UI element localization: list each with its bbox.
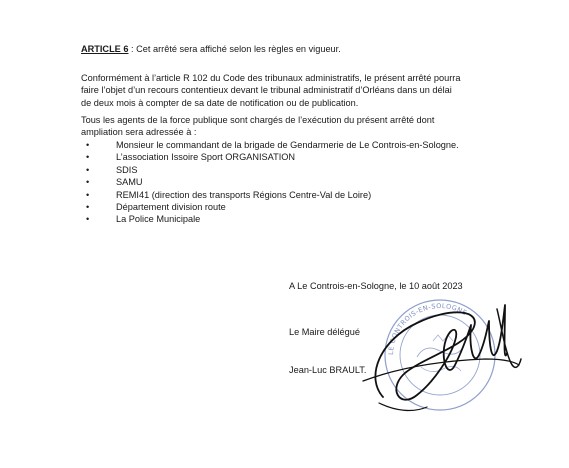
recipient-text: SDIS [116, 164, 138, 175]
bullet-icon: • [86, 214, 90, 225]
recipients-list [81, 139, 459, 226]
list-item [81, 139, 459, 151]
ampliation-paragraph [81, 114, 499, 139]
bullet-icon: • [86, 202, 90, 213]
ampliation-line: Tous les agents de la force publique sont chargés de l’exécution du présent arrêté dont [81, 115, 435, 125]
recipient-text: REMI41 (direction des transports Régions Centre-Val de Loire) [116, 189, 372, 200]
recipient-text: Monsieur le commandant de la brigade de Gendarmerie de Le Controis-en-Sologne. [116, 140, 459, 150]
seal-ring-text [387, 302, 469, 355]
recipient-text: Département division route [116, 202, 226, 213]
bullet-icon: • [86, 140, 90, 150]
list-item [81, 176, 459, 188]
recipient-text: SAMU [116, 177, 143, 188]
list-item [81, 201, 459, 213]
signature-and-seal [355, 285, 525, 425]
recours-paragraph [81, 72, 499, 109]
bullet-icon: • [86, 152, 90, 163]
signer-name: Jean-Luc BRAULT. [289, 365, 367, 375]
recipient-text: L’association Issoire Sport ORGANISATION [116, 152, 296, 163]
seal-ring-textpath: LE CONTROIS-EN-SOLOGNE [386, 301, 469, 356]
article-text: : Cet arrêté sera affiché selon les règles en vigueur. [128, 44, 341, 54]
signer-title: Le Maire délégué [289, 327, 360, 337]
list-item [81, 151, 459, 163]
recours-line: de deux mois à compter de sa date de notification ou de publication. [81, 97, 359, 108]
recours-line: Conformément à l’article R 102 du Code des tribunaux administratifs, le présent arrêté pourra [81, 73, 461, 83]
bullet-icon: • [86, 189, 90, 200]
place-and-date: A Le Controis-en-Sologne, le 10 août 2023 [289, 281, 463, 291]
ampliation-line: ampliation sera adressée à : [81, 127, 197, 138]
recipient-text: La Police Municipale [116, 214, 201, 225]
list-item [81, 164, 459, 176]
article-label: ARTICLE 6 [81, 44, 129, 54]
bullet-icon: • [86, 164, 90, 175]
bullet-icon: • [86, 177, 90, 188]
list-item [81, 189, 459, 201]
recours-line: faire l’objet d’un recours contentieux devant le tribunal administratif d’Orléans dans un délai [81, 85, 452, 96]
article-6 [81, 43, 499, 55]
list-item [81, 213, 459, 225]
